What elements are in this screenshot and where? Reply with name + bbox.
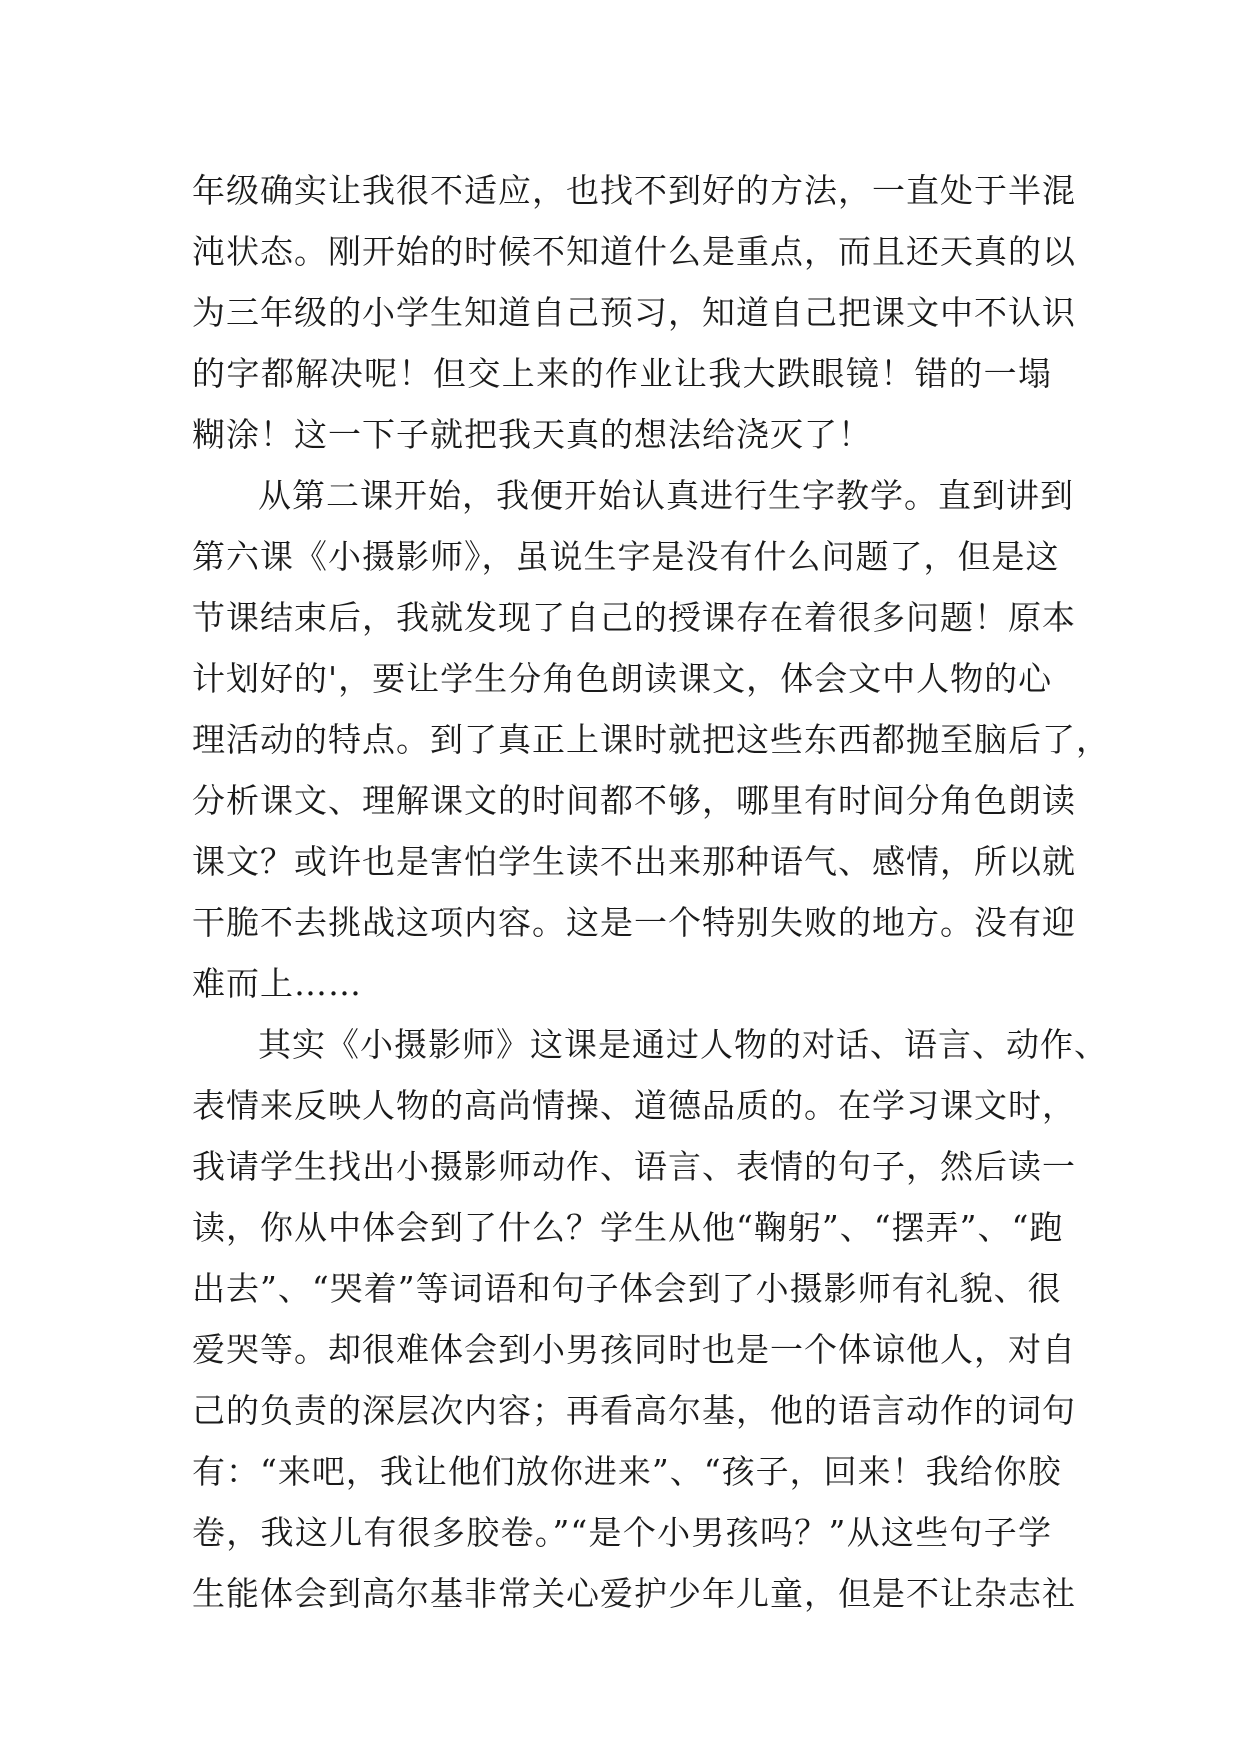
text-line: 表情来反映人物的高尚情操、道德品质的。在学习课文时，: [192, 1086, 1076, 1125]
text-line: 干脆不去挑战这项内容。这是一个特别失败的地方。没有迎: [192, 903, 1076, 942]
text-line: 的字都解决呢！但交上来的作业让我大跌眼镜！错的一塌: [192, 354, 1052, 393]
text-line: 从第二课开始，我便开始认真进行生字教学。直到讲到: [258, 476, 1074, 515]
text-line: 节课结束后，我就发现了自己的授课存在着很多问题！原本: [192, 598, 1076, 637]
text-line: 出去”、“哭着”等词语和句子体会到了小摄影师有礼貌、很: [192, 1269, 1062, 1308]
text-line: 卷，我这儿有很多胶卷。”“是个小男孩吗？”从这些句子学: [192, 1513, 1052, 1552]
text-line: 读，你从中体会到了什么？学生从他“鞠躬”、“摆弄”、“跑: [192, 1208, 1064, 1247]
text-line: 难而上……: [192, 964, 362, 1003]
text-line: 分析课文、理解课文的时间都不够，哪里有时间分角色朗读: [192, 781, 1076, 820]
text-line: 沌状态。刚开始的时候不知道什么是重点，而且还天真的以: [192, 232, 1076, 271]
text-line: 己的负责的深层次内容；再看高尔基，他的语言动作的词句: [192, 1391, 1076, 1430]
text-line: 爱哭等。却很难体会到小男孩同时也是一个体谅他人，对自: [192, 1330, 1076, 1369]
text-line: 课文？或许也是害怕学生读不出来那种语气、感情，所以就: [192, 842, 1076, 881]
text-line: 糊涂！这一下子就把我天真的想法给浇灭了！: [192, 415, 872, 454]
text-line: 我请学生找出小摄影师动作、语言、表情的句子，然后读一: [192, 1147, 1076, 1186]
text-line: 为三年级的小学生知道自己预习，知道自己把课文中不认识: [192, 293, 1076, 332]
text-line: 计划好的'，要让学生分角色朗读课文，体会文中人物的心: [192, 659, 1053, 698]
text-line: 其实《小摄影师》这课是通过人物的对话、语言、动作、: [258, 1025, 1108, 1064]
text-line: 年级确实让我很不适应，也找不到好的方法，一直处于半混: [192, 171, 1076, 210]
text-line: 生能体会到高尔基非常关心爱护少年儿童，但是不让杂志社: [192, 1574, 1076, 1613]
text-line: 理活动的特点。到了真正上课时就把这些东西都抛至脑后了，: [192, 720, 1110, 759]
document-body: [192, 160, 1110, 1624]
text-line: 有：“来吧，我让他们放你进来”、“孩子，回来！我给你胶: [192, 1452, 1062, 1491]
text-line: 第六课《小摄影师》，虽说生字是没有什么问题了，但是这: [192, 537, 1060, 576]
